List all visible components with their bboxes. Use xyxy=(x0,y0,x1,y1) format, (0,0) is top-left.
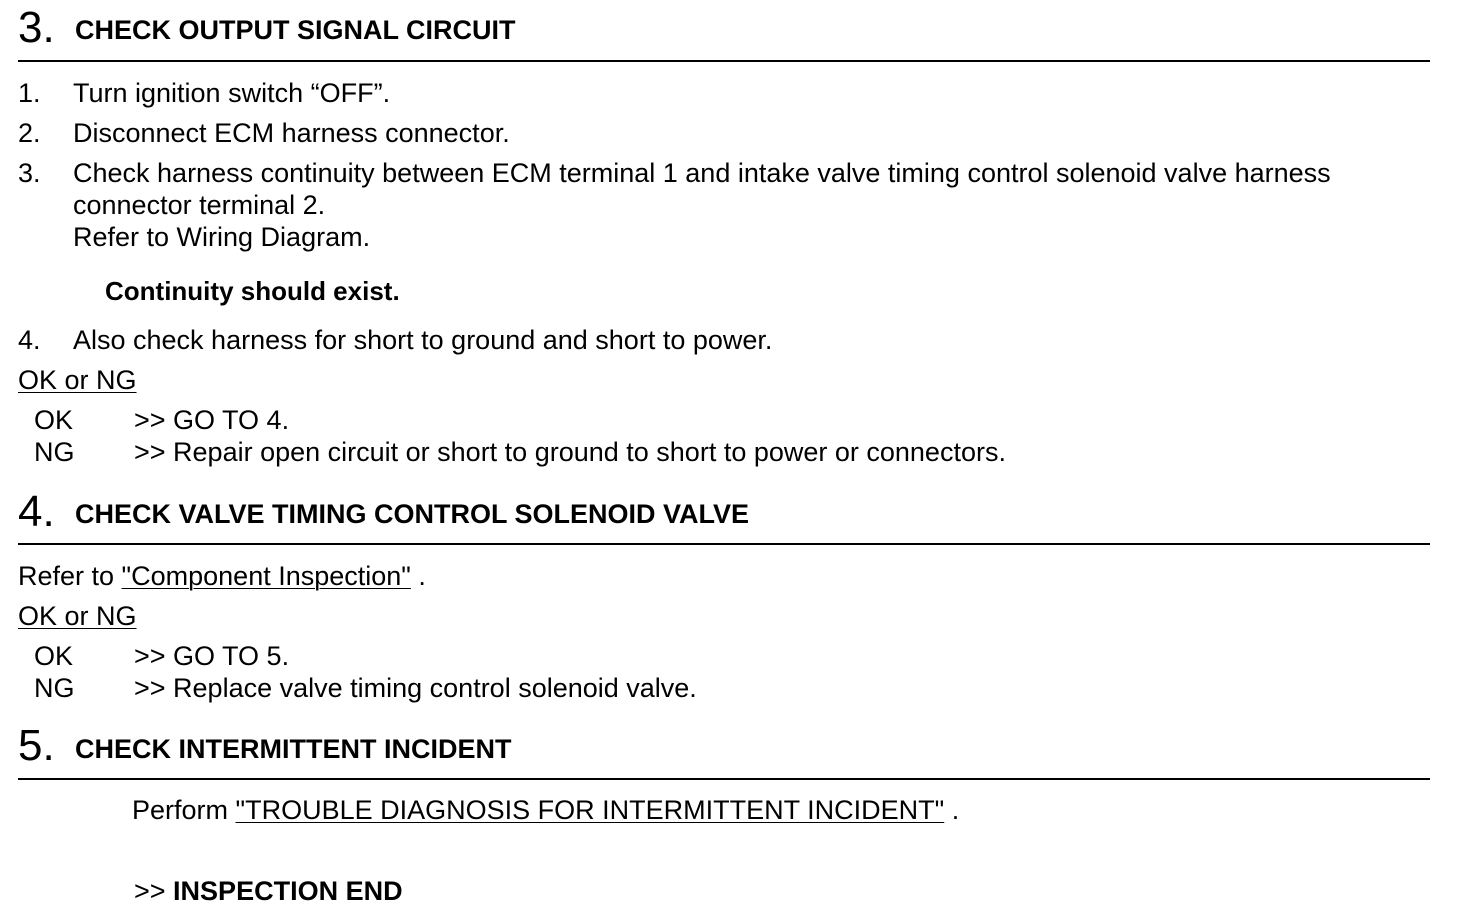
ng-label-4: NG xyxy=(34,673,75,703)
section-4-rule xyxy=(18,543,1430,545)
okng-label-4: OK or NG xyxy=(18,601,137,631)
ng-label-3: NG xyxy=(34,437,75,467)
spec-continuity: Continuity should exist. xyxy=(105,276,400,306)
perform-prefix: Perform xyxy=(132,795,236,825)
step-3-text-line3: Refer to Wiring Diagram. xyxy=(73,222,371,252)
step-2-number: 2. xyxy=(18,118,41,148)
step-4-number: 4. xyxy=(18,325,41,355)
step-4-text: Also check harness for short to ground and short to power. xyxy=(73,325,773,355)
refer-suffix: . xyxy=(410,561,426,591)
step-3-text-line1: Check harness continuity between ECM terminal 1 and intake valve timing control solenoid valve harness xyxy=(73,158,1331,188)
trouble-diagnosis-link[interactable]: "TROUBLE DIAGNOSIS FOR INTERMITTENT INCIDENT" xyxy=(235,795,945,825)
refer-prefix: Refer to xyxy=(18,561,122,591)
inspection-end-arrow: >> xyxy=(134,876,174,906)
step-3-number: 3. xyxy=(18,158,41,188)
ok-action-3: >> GO TO 4. xyxy=(134,405,290,435)
ng-action-4: >> Replace valve timing control solenoid valve. xyxy=(134,673,697,703)
section-3-title: CHECK OUTPUT SIGNAL CIRCUIT xyxy=(75,15,516,45)
section-3-rule xyxy=(18,60,1430,62)
step-2-text: Disconnect ECM harness connector. xyxy=(73,118,510,148)
step-3-text-line2: connector terminal 2. xyxy=(73,190,326,220)
section-3-number: 3. xyxy=(18,3,55,52)
section-4-number: 4. xyxy=(18,487,55,536)
inspection-end xyxy=(134,878,403,905)
component-inspection-link[interactable]: "Component Inspection" xyxy=(121,561,411,591)
section-5-rule xyxy=(18,778,1430,780)
section-5-number: 5. xyxy=(18,721,55,770)
refer-line xyxy=(18,563,426,590)
inspection-end-text: INSPECTION END xyxy=(173,876,403,906)
ng-action-3: >> Repair open circuit or short to ground to short to power or connectors. xyxy=(134,437,1006,467)
perform-line xyxy=(132,797,959,824)
section-4-title: CHECK VALVE TIMING CONTROL SOLENOID VALVE xyxy=(75,499,750,529)
step-1-number: 1. xyxy=(18,78,41,108)
step-1-text: Turn ignition switch “OFF”. xyxy=(73,78,391,108)
section-5-title: CHECK INTERMITTENT INCIDENT xyxy=(75,734,512,764)
ok-label-4: OK xyxy=(34,641,74,671)
ok-label-3: OK xyxy=(34,405,74,435)
ok-action-4: >> GO TO 5. xyxy=(134,641,290,671)
okng-label-3: OK or NG xyxy=(18,365,137,395)
perform-suffix: . xyxy=(944,795,960,825)
